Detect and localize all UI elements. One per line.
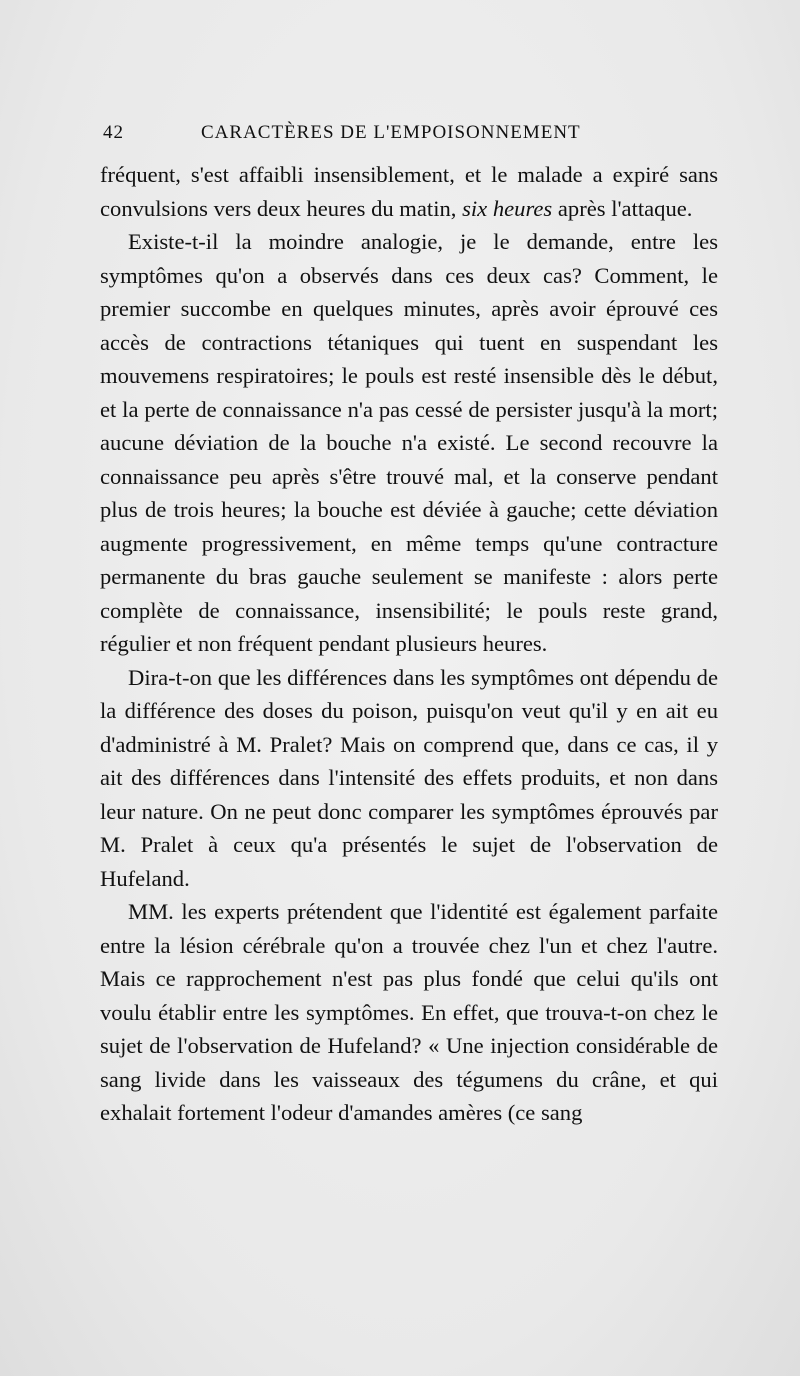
paragraph-continuation bbox=[100, 158, 718, 225]
page-number: 42 bbox=[103, 122, 124, 143]
paragraph: MM. les experts prétendent que l'identité est également parfaite entre la lésion cérébrale qu'on a trouvée chez l'un et chez l'autre. Mais ce rapprochement n'est pas plus fondé que celui qu'ils ont voulu établir entre les symptômes. En effet, que trouva-t-on chez le sujet de l'observation de Hufeland? « Une injection considérable de sang livide dans les vaisseaux des tégumens du crâne, et qui exhalait fortement l'odeur d'amandes amères (ce sang bbox=[100, 899, 718, 1125]
italic-phrase: six heures bbox=[462, 195, 553, 221]
body-text bbox=[100, 158, 718, 1130]
page-header bbox=[103, 122, 623, 152]
paragraph-text: après l'attaque. bbox=[552, 195, 693, 221]
paragraph: Dira-t-on que les différences dans les symptômes ont dépendu de la différence des doses du poison, puisqu'on veut qu'il y en ait eu d'administré à M. Pralet? Mais on comprend que, dans ce cas, il y ait des différences dans l'intensité des effets produits, et non dans leur nature. On ne peut donc comparer les symptômes éprouvés par M. Pralet à ceux qu'a présentés le sujet de l'observation de Hufeland. bbox=[100, 664, 718, 891]
paragraph-text: fréquent, s'est affaibli insensiblement, et le malade a expiré sans convulsions vers deux heures du matin, bbox=[100, 162, 718, 221]
running-title: CARACTÈRES DE L'EMPOISONNEMENT bbox=[201, 122, 581, 143]
paragraph: Existe-t-il la moindre analogie, je le demande, entre les symptômes qu'on a observés dans ces deux cas? Comment, le premier succombe en quelques minutes, après avoir éprouvé ces accès de contractions tétaniques qui tuent en suspendant les mouvemens respiratoires; le pouls est resté insensible dès le début, et la perte de connaissance n'a pas cessé de persister jusqu'à la mort; aucune déviation de la bouche n'a existé. Le second recouvre la connaissance peu après s'être trouvé mal, et la conserve pendant plus de trois heures; la bouche est déviée à gauche; cette déviation augmente progressivement, en même temps qu'une contracture permanente du bras gauche seulement se manifeste : alors perte complète de connaissance, insensibilité; le pouls reste grand, régulier et non fréquent pendant plusieurs heures. bbox=[100, 229, 718, 656]
